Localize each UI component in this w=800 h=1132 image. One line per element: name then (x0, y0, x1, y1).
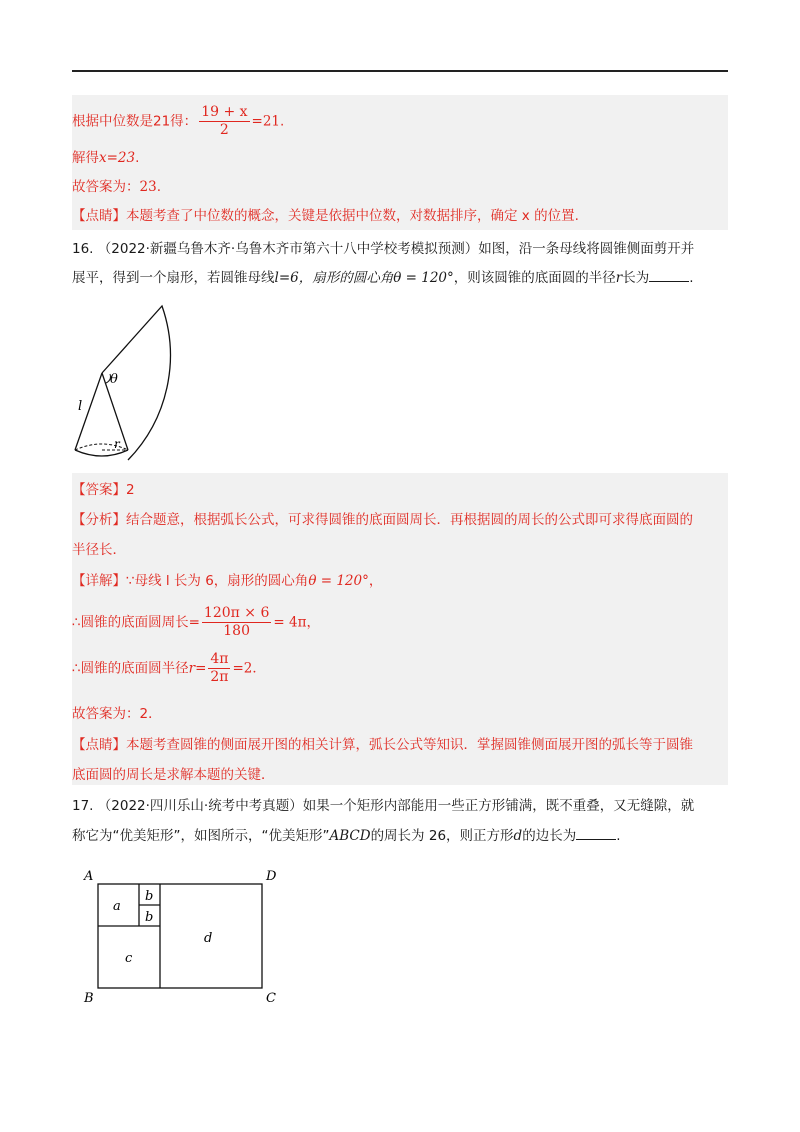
question-16-line-2: 展平，得到一个扇形，若圆锥母线l=6，扇形的圆心角θ = 120°，则该圆锥的底面圆的半径r长为 . (72, 270, 694, 286)
header-rule (72, 70, 728, 72)
comment-line-16-2: 底面圆的周长是求解本题的关键． (72, 767, 275, 783)
cone-sector-figure (70, 300, 270, 470)
comment-line-16-1: 【点睛】本题考查圆锥的侧面展开图的相关计算，弧长公式等知识．掌握圆锥侧面展开图的弧长等于圆锥 (72, 737, 693, 753)
label-theta: θ (110, 372, 118, 387)
comment-line-15: 【点睛】本题考查了中位数的概念，关键是依据中位数，对数据排序，确定 x 的位置. (72, 208, 579, 224)
square-b2-label: b (145, 910, 154, 925)
square-c-label: c (125, 951, 133, 966)
rectangle-figure (80, 862, 300, 1012)
solve-line: 解得x=23. (72, 150, 140, 166)
square-b1-label: b (145, 889, 154, 904)
vertex-A: A (84, 869, 94, 884)
circumference-fraction: $\frac{120\pi \times 6}{180}$ (203, 605, 270, 639)
analysis-line-2: 半径长． (72, 542, 126, 558)
analysis-line-1: 【分析】结合题意，根据弧长公式，可求得圆锥的底面圆周长．再根据圆的周长的公式即可求得底面圆的 (72, 512, 693, 528)
question-17-line-1: 17. （2022·四川乐山·统考中考真题）如果一个矩形内部能用一些正方形铺满，既不重叠，又无缝隙，就 (72, 798, 695, 814)
label-r: r (114, 437, 120, 451)
answer-line-15: 故答案为：23. (72, 179, 161, 195)
cone-base-front (75, 450, 128, 456)
radius-fraction: $\frac{4\pi}{2\pi}$ (210, 651, 229, 685)
radius-line: ∴圆锥的底面圆半径r= $\frac{4\pi}{2\pi}$ =2． (72, 651, 266, 685)
vertex-D: D (266, 869, 277, 884)
answer-summary-16: 故答案为：2． (72, 706, 162, 722)
square-d-label: d (204, 931, 213, 946)
answer-line-16: 【答案】2 (72, 482, 135, 498)
answer-blank-16 (649, 269, 689, 282)
detail-line-1: 【详解】∵母线 l 长为 6，扇形的圆心角θ = 120°， (72, 573, 383, 589)
median-fraction: $\frac{19 + x}{2}$ (201, 104, 248, 138)
vertex-B: B (84, 991, 94, 1006)
median-line: 根据中位数是21得： $\frac{19 + x}{2}$ =21. (72, 104, 285, 138)
square-a-label: a (113, 899, 121, 914)
vertex-C: C (266, 991, 276, 1006)
label-l: l (78, 399, 83, 414)
answer-blank-17 (576, 827, 616, 840)
rect-abcd (98, 884, 262, 988)
question-16-line-1: 16. （2022·新疆乌鲁木齐·乌鲁木齐市第六十八中学校考模拟预测）如图，沿一条母线将圆锥侧面剪开并 (72, 241, 695, 257)
circumference-line: ∴圆锥的底面圆周长= $\frac{120\pi \times 6}{180}$ = 4π， (72, 605, 320, 639)
cone-base-back (75, 444, 128, 450)
question-17-line-2: 称它为“优美矩形”，如图所示，“优美矩形”ABCD的周长为 26，则正方形d的边长为 . (72, 828, 621, 844)
